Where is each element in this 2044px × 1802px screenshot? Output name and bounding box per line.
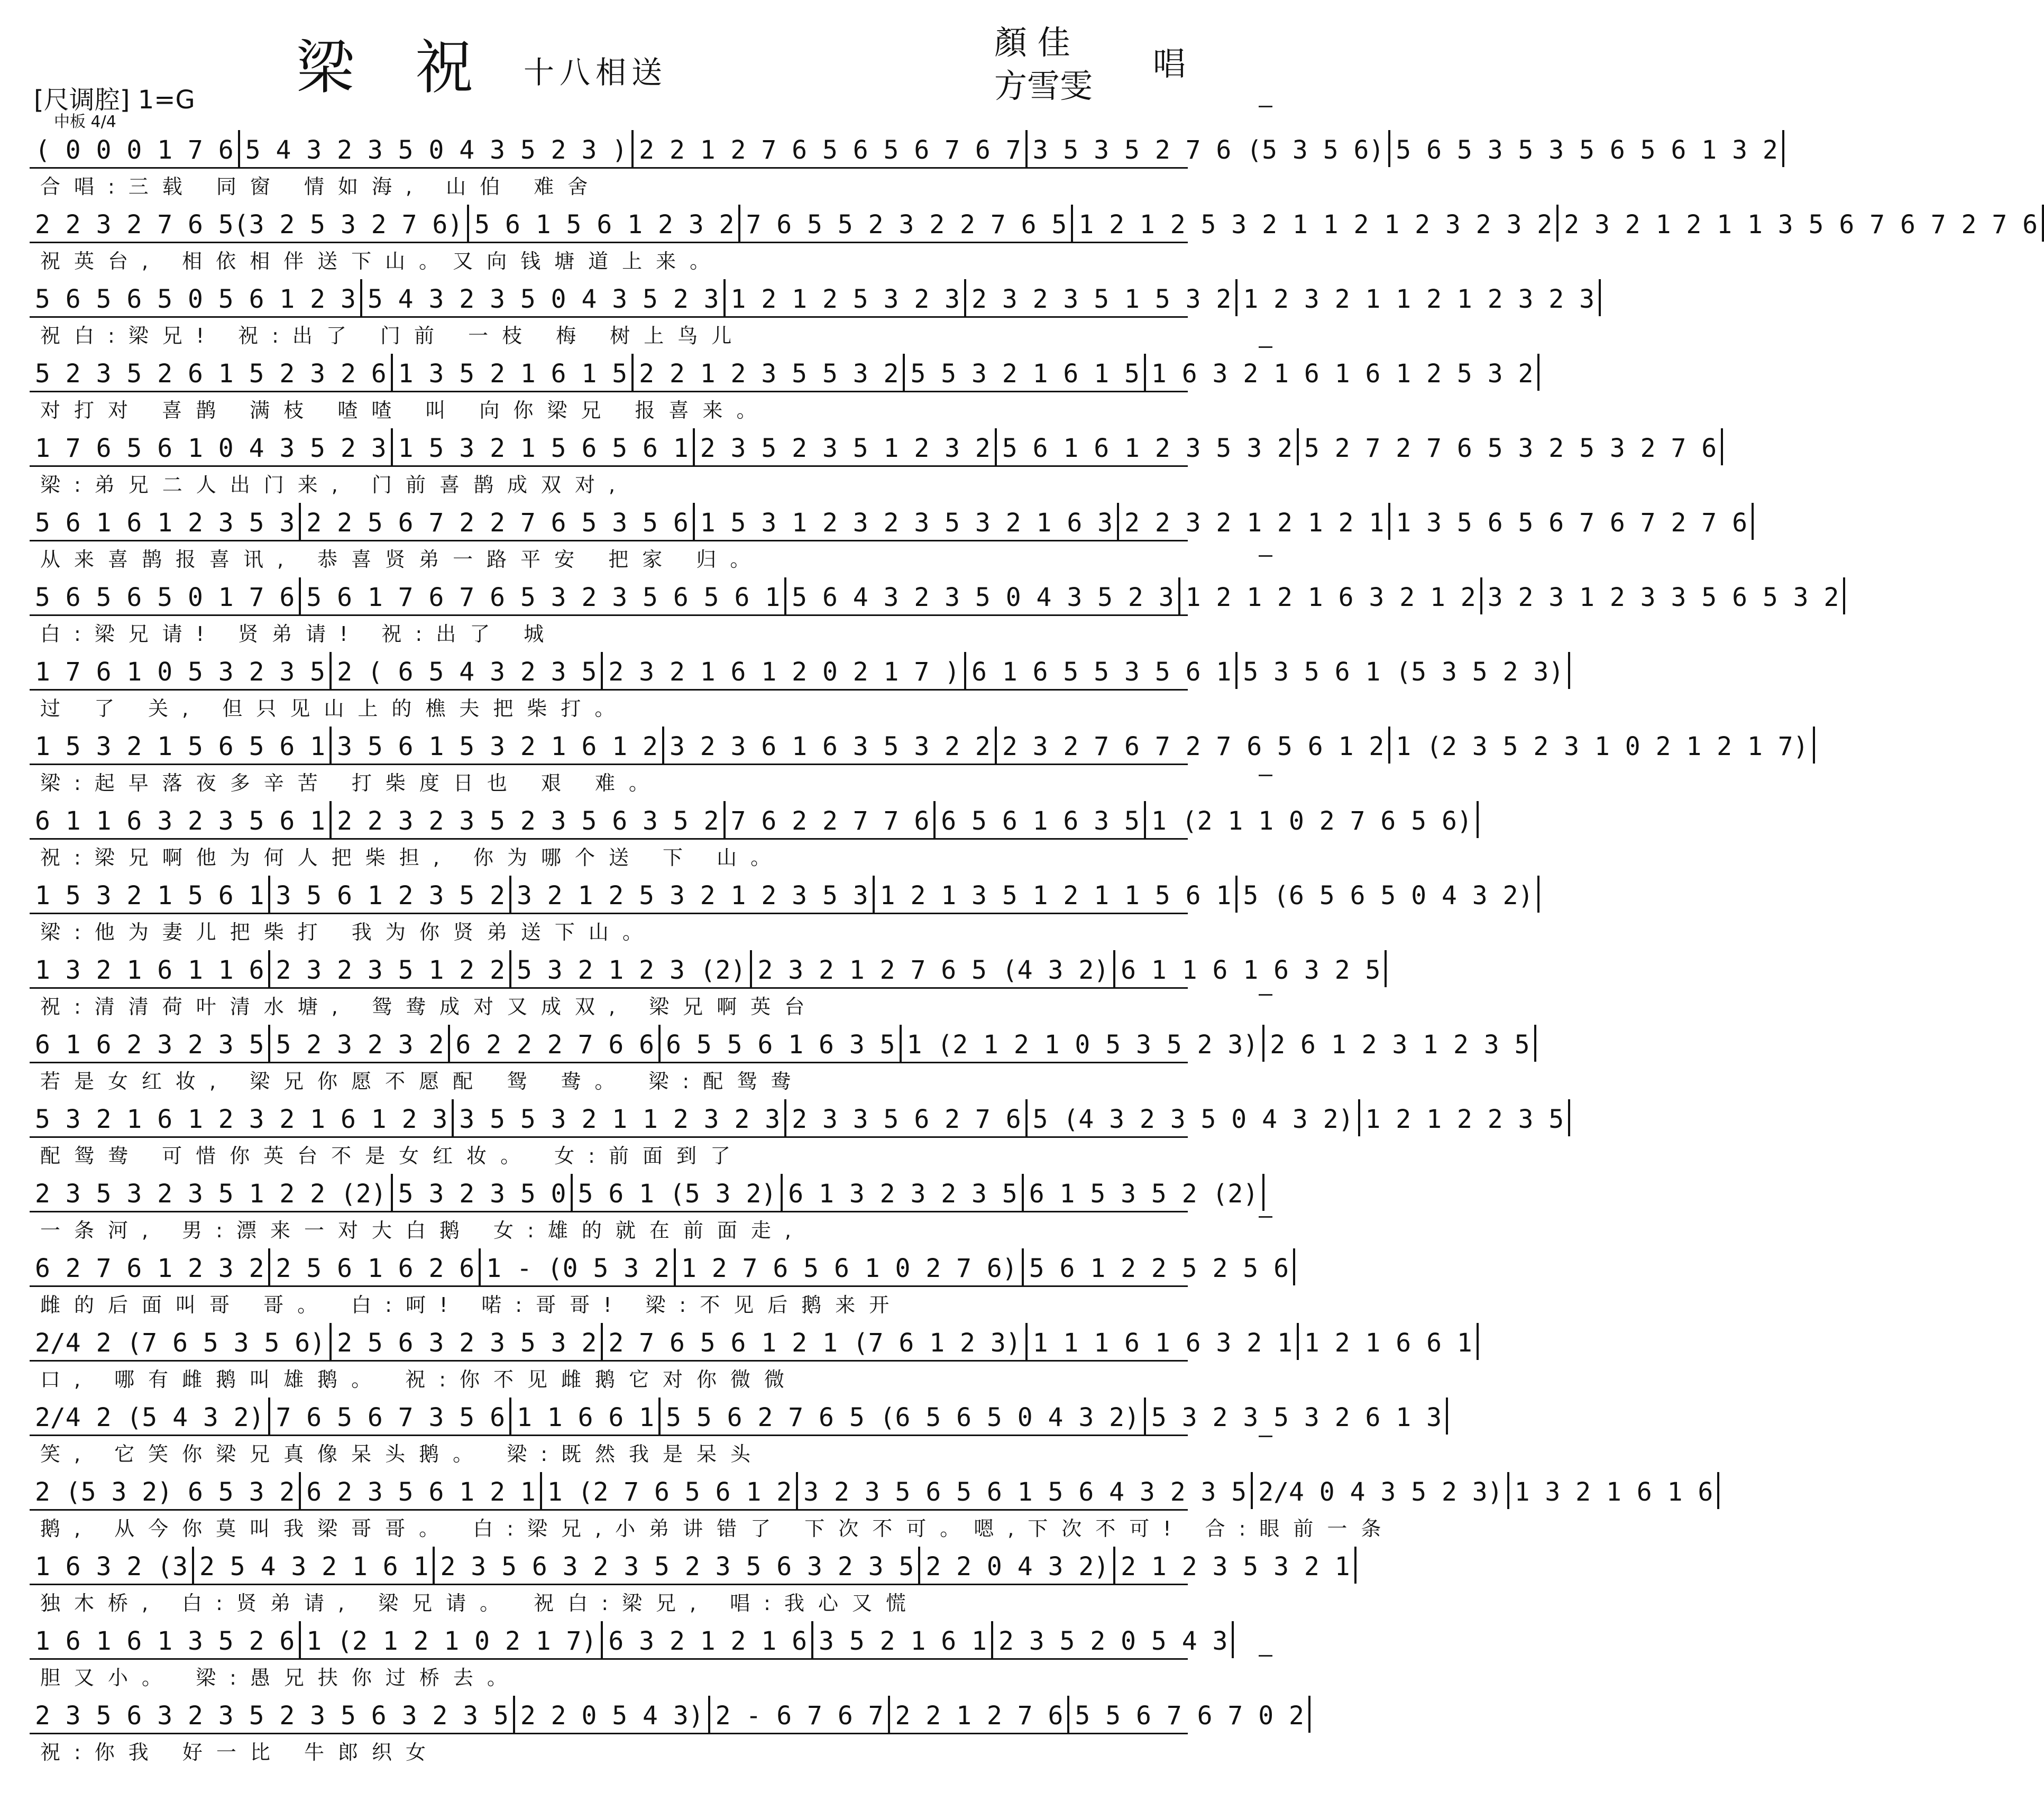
measure: 2 1 2 3 5 3 2 1	[1115, 1547, 1356, 1584]
score-system	[30, 1016, 1530, 1093]
score-system	[30, 122, 1778, 198]
measure: 1 (2 3 5 2 3 1 0 2 1 2 1 7)	[1390, 727, 1814, 764]
lyric-line: 从来喜鹊报喜讯, 恭喜贤弟一路平安 把家 归。	[40, 548, 764, 571]
score-system	[30, 942, 1381, 1018]
measure: 6 1 6 5 5 3 5 6 1	[966, 652, 1238, 689]
measure: 6 2 2 2 7 6 6	[450, 1025, 661, 1062]
measure: 3 2 1 2 5 3 2 1 2 3 5 3	[511, 876, 875, 913]
measure: 5 6 1 7 6 7 6 5 3 2 3 5 6 5 6 1	[301, 577, 786, 614]
measure: 1 3 2 1 6 1 1 6	[30, 950, 270, 987]
measure: 5 2 3 5 2 6 1 5 2 3 2 6	[30, 354, 393, 391]
measure: 3 5 5 3 2 1 1 2 3 2 3	[454, 1099, 786, 1136]
notes-row	[30, 1020, 1530, 1063]
margin-dash	[1259, 106, 1272, 107]
measure: 2 7 6 5 6 1 2 1 (7 6 1 2 3)	[603, 1323, 1027, 1360]
measure: 2 3 5 2 0 5 4 3	[993, 1621, 1234, 1658]
lyric-line: 祝:清清荷叶清水塘, 鸳鸯成对又成双, 梁兄啊英台	[40, 995, 819, 1018]
measure: 1 5 3 2 1 5 6 5 6 1	[30, 727, 332, 764]
measure: 5 3 2 3 5 3 2 6 1 3	[1146, 1398, 1448, 1435]
measure: 6 5 5 6 1 6 3 5	[661, 1025, 901, 1062]
measure: 5 5 6 7 6 7 0 2	[1069, 1696, 1310, 1733]
measure: 6 1 6 2 3 2 3 5	[30, 1025, 270, 1062]
score-system	[30, 867, 1534, 944]
measure: 5 5 6 2 7 6 5 (6 5 6 5 0 4 3 2)	[661, 1398, 1146, 1435]
notes-row	[30, 424, 1717, 467]
measure: 1 2 7 6 5 6 1 0 2 7 6)	[676, 1248, 1024, 1285]
measure: 2 5 4 3 2 1 6 1	[194, 1547, 435, 1584]
measure: 3 5 6 1 5 3 2 1 6 1 2	[332, 727, 664, 764]
margin-dash	[1259, 1436, 1272, 1437]
notes-row	[30, 648, 1564, 691]
lyric-line: 梁:他为妻儿把柴打 我为你贤弟送下山。	[40, 921, 656, 944]
score-systems	[30, 122, 2038, 1764]
measure: 3 2 3 1 2 3 3 5 6 5 3 2	[1482, 577, 1846, 614]
measure: 1 (2 7 6 5 6 1 2	[542, 1472, 798, 1509]
notes-row	[30, 573, 1839, 616]
score-system	[30, 569, 1839, 646]
measure: 1 3 5 2 1 6 1 5	[393, 354, 634, 391]
score-system	[30, 1389, 1442, 1466]
notes-row	[30, 1468, 1713, 1511]
song-subtitle: 十八相送	[524, 54, 668, 90]
measure: 6 2 3 5 6 1 2 1	[301, 1472, 542, 1509]
measure: 2 3 2 1 6 1 2 0 2 1 7 )	[603, 652, 966, 689]
measure: 2 2 5 6 7 2 2 7 6 5 3 5 6	[301, 503, 694, 540]
lyric-line: 过 了 关, 但只见山上的樵夫把柴打。	[40, 697, 629, 720]
measure: 2 3 2 1 2 1 1 3 5 6 7 6 7 2 7 6	[1559, 205, 2044, 242]
lyric-line: 梁:起早落夜多辛苦 打柴度日也 艰 难。	[40, 771, 663, 795]
measure: 2/4 2 (5 4 3 2)	[30, 1398, 270, 1435]
notes-row	[30, 350, 1534, 392]
score-system	[30, 1613, 1228, 1689]
measure: 2 3 5 3 2 3 5 1 2 2 (2)	[30, 1174, 393, 1211]
measure: 1 2 3 2 1 1 2 1 2 3 2 3	[1238, 279, 1601, 316]
notes-row	[30, 200, 2038, 243]
measure: 5 6 5 6 5 0 1 7 6	[30, 577, 301, 614]
singer-name-2: 方雪雯	[994, 67, 1093, 105]
lyric-line: 梁:弟兄二人出门来, 门前喜鹊成双对,	[40, 473, 629, 497]
measure: 2 3 2 3 5 1 2 2	[270, 950, 511, 987]
measure: 2 2 0 4 3 2)	[920, 1547, 1115, 1584]
lyric-line: 若是女红妆, 梁兄你愿不愿配 鸳 鸯。 梁:配鸳鸯	[40, 1070, 805, 1093]
measure: 1 5 3 2 1 5 6 1	[30, 876, 270, 913]
measure: 1 2 1 2 2 3 5	[1360, 1099, 1571, 1136]
score-system	[30, 1091, 1564, 1167]
measure: 6 1 3 2 3 2 3 5	[783, 1174, 1023, 1211]
margin-dash	[1259, 994, 1272, 996]
song-title: 梁 祝	[296, 34, 494, 102]
measure: 5 6 1 (5 3 2)	[573, 1174, 783, 1211]
lyric-line: 鹅, 从今你莫叫我梁哥哥。 白:梁兄,小弟讲错了 下次不可。嗯,下次不可! 合:眼前一条	[40, 1517, 1395, 1540]
measure: 1 6 3 2 (3	[30, 1547, 194, 1584]
score-system	[30, 1538, 1350, 1615]
measure: 1 2 1 2 1 6 3 2 1 2	[1180, 577, 1482, 614]
measure: 7 6 5 6 7 3 5 6	[270, 1398, 511, 1435]
lyric-line: 胆又小。 梁:愚兄扶你过桥去。	[40, 1666, 521, 1689]
measure: 2 6 1 2 3 1 2 3 5	[1264, 1025, 1536, 1062]
lyric-line: 祝白:梁兄! 祝:出了 门前 一枝 梅 树上鸟儿	[40, 324, 746, 347]
measure: 2 3 2 1 2 7 6 5 (4 3 2)	[752, 950, 1115, 987]
notes-row	[30, 1542, 1350, 1585]
measure: 6 5 6 1 6 3 5	[936, 801, 1146, 838]
measure: 2 3 5 2 3 5 1 2 3 2	[695, 428, 997, 465]
notes-row	[30, 1393, 1442, 1436]
measure: 3 5 2 1 6 1	[813, 1621, 993, 1658]
measure: 1 - (0 5 3 2	[481, 1248, 676, 1285]
tempo-marking: 中板 4/4	[54, 113, 116, 131]
measure: 7 6 5 5 2 3 2 2 7 6 5	[740, 205, 1073, 242]
notes-row	[30, 1244, 1289, 1287]
lyric-line: 对打对 喜鹊 满枝 喳喳 叫 向你梁兄 报喜来。	[40, 399, 771, 422]
notes-row	[30, 1691, 1304, 1734]
measure: 1 3 2 1 6 1 6	[1509, 1472, 1720, 1509]
measure: 2 5 6 1 6 2 6	[270, 1248, 481, 1285]
singer-name-1: 顏 佳	[994, 23, 1070, 62]
measure: 2 3 2 3 5 1 5 3 2	[966, 279, 1238, 316]
measure: 2 2 1 2 7 6 5 6 5 6 7 6 7	[634, 130, 1027, 167]
margin-dash	[1259, 555, 1272, 557]
measure: 5 (6 5 6 5 0 4 3 2)	[1238, 876, 1539, 913]
measure: 2 2 3 2 3 5 2 3 5 6 3 5 2	[332, 801, 725, 838]
measure: 3 2 3 6 1 6 3 5 3 2 2	[664, 727, 997, 764]
lyric-line: 一条河, 男:漂来一对大白鹅 女:雄的就在前面走,	[40, 1219, 805, 1242]
score-system	[30, 1464, 1713, 1540]
notes-row	[30, 499, 1747, 541]
score-system	[30, 1687, 1304, 1764]
measure: 5 3 2 1 2 3 (2)	[511, 950, 752, 987]
measure: 6 1 1 6 3 2 3 5 6 1	[30, 801, 332, 838]
measure: 1 2 1 2 5 3 2 3	[726, 279, 966, 316]
measure: 3 2 3 5 6 5 6 1 5 6 4 3 2 3 5	[798, 1472, 1253, 1509]
measure: 3 5 6 1 2 3 5 2	[270, 876, 511, 913]
notes-row	[30, 797, 1472, 840]
measure: 1 2 1 3 5 1 2 1 1 5 6 1	[875, 876, 1238, 913]
measure: 1 (2 1 2 1 0 5 3 5 2 3)	[902, 1025, 1265, 1062]
margin-dash	[1259, 1216, 1272, 1218]
measure: 1 6 3 2 1 6 1 6 1 2 5 3 2	[1146, 354, 1539, 391]
measure: 5 4 3 2 3 5 0 4 3 5 2 3 )	[240, 130, 634, 167]
measure: 3 5 3 5 2 7 6 (5 3 5 6)	[1028, 130, 1391, 167]
measure: 1 2 1 2 5 3 2 1 1 2 1 2 3 2 3 2	[1073, 205, 1559, 242]
notes-row	[30, 1617, 1228, 1660]
measure: 6 2 7 6 1 2 3 2	[30, 1248, 270, 1285]
measure: 2 2 1 2 3 5 5 3 2	[634, 354, 905, 391]
measure: ( 0 0 0 1 7 6	[30, 130, 240, 167]
score-system	[30, 420, 1717, 497]
score-system	[30, 345, 1534, 422]
lyric-line: 祝英台, 相依相伴送下山。又向钱塘道上来。	[40, 250, 724, 273]
score-system	[30, 1165, 1259, 1242]
notes-row	[30, 1319, 1472, 1362]
lyric-line: 配鸳鸯 可惜你英台不是女红妆。 女:前面到了	[40, 1144, 744, 1167]
score-system	[30, 1240, 1289, 1317]
score-system	[30, 718, 1809, 795]
margin-dash	[1259, 1655, 1272, 1657]
measure: 2 3 2 7 6 7 2 7 6 5 6 1 2	[997, 727, 1390, 764]
measure: 1 (2 1 2 1 0 2 1 7)	[301, 1621, 603, 1658]
notes-row	[30, 946, 1381, 989]
margin-dash	[1259, 346, 1272, 348]
score-system	[30, 643, 1564, 720]
score-system	[30, 494, 1747, 571]
singers-block	[994, 21, 1186, 108]
measure: 5 6 1 6 1 2 3 5 3	[30, 503, 301, 540]
measure: 2/4 2 (7 6 5 3 5 6)	[30, 1323, 332, 1360]
notes-row	[30, 126, 1778, 169]
margin-dash	[1259, 775, 1272, 776]
measure: 2 3 3 5 6 2 7 6	[786, 1099, 1027, 1136]
key-signature: [尺调腔] 1=G	[34, 85, 195, 115]
measure: 2 5 6 3 2 3 5 3 2	[332, 1323, 603, 1360]
measure: 2 2 3 2 1 2 1 2 1	[1119, 503, 1390, 540]
lyric-line: 口, 哪有雌鹅叫雄鹅。 祝:你不见雌鹅它对你微微	[40, 1368, 799, 1391]
measure: 2 2 0 5 4 3)	[515, 1696, 710, 1733]
measure: 5 6 1 5 6 1 2 3 2	[469, 205, 740, 242]
measure: 5 6 4 3 2 3 5 0 4 3 5 2 3	[786, 577, 1180, 614]
notes-row	[30, 871, 1534, 914]
measure: 2 (5 3 2) 6 5 3 2	[30, 1472, 301, 1509]
notes-row	[30, 1095, 1564, 1138]
measure: 6 3 2 1 2 1 6	[603, 1621, 813, 1658]
measure: 6 1 5 3 5 2 (2)	[1024, 1174, 1264, 1211]
measure: 5 6 1 6 1 2 3 5 3 2	[997, 428, 1299, 465]
score-system	[30, 271, 1594, 347]
lyric-line: 祝:梁兄啊他为何人把柴担, 你为哪个送 下 山。	[40, 846, 785, 869]
notes-row	[30, 722, 1809, 765]
measure: 2 3 5 6 3 2 3 5 2 3 5 6 3 2 3 5	[30, 1696, 515, 1733]
lyric-line: 笑, 它笑你梁兄真像呆头鹅。 梁:既然我是呆头	[40, 1442, 765, 1466]
measure: 1 3 5 6 5 6 7 6 7 2 7 6	[1390, 503, 1754, 540]
lyric-line: 独木桥, 白:贤弟请, 梁兄请。 祝白:梁兄, 唱:我心又慌	[40, 1592, 920, 1615]
lyric-line: 白:梁兄请! 贤弟请! 祝:出了 城	[40, 622, 558, 646]
score-system	[30, 793, 1472, 869]
measure: 5 4 3 2 3 5 0 4 3 5 2 3	[362, 279, 726, 316]
measure: 1 6 1 6 1 3 5 2 6	[30, 1621, 301, 1658]
measure: 5 2 3 2 3 2	[270, 1025, 450, 1062]
lyric-line: 雌的后面叫哥 哥。 白:呵! 喏:哥哥! 梁:不见后鹅来开	[40, 1293, 903, 1317]
measure: 5 3 2 1 6 1 2 3 2 1 6 1 2 3	[30, 1099, 454, 1136]
measure: 7 6 2 2 7 7 6	[726, 801, 936, 838]
notes-row	[30, 1170, 1259, 1212]
measure: 5 (4 3 2 3 5 0 4 3 2)	[1028, 1099, 1360, 1136]
score-system	[30, 1314, 1472, 1391]
measure: 1 7 6 1 0 5 3 2 3 5	[30, 652, 332, 689]
measure: 5 6 5 3 5 3 5 6 5 6 1 3 2	[1390, 130, 1784, 167]
measure: 5 3 2 3 5 0	[393, 1174, 573, 1211]
measure: 2 2 3 2 7 6 5(3 2 5 3 2 7 6)	[30, 205, 469, 242]
measure: 1 1 1 6 1 6 3 2 1	[1028, 1323, 1299, 1360]
measure: 1 5 3 2 1 5 6 5 6 1	[393, 428, 695, 465]
score-system	[30, 196, 2038, 273]
measure: 5 2 7 2 7 6 5 3 2 5 3 2 7 6	[1299, 428, 1723, 465]
lyric-line: 祝:你我 好一比 牛郎织女	[40, 1741, 439, 1764]
measure: 2 2 1 2 7 6	[890, 1696, 1070, 1733]
measure: 1 2 1 6 6 1	[1299, 1323, 1479, 1360]
measure: 1 5 3 1 2 3 2 3 5 3 2 1 6 3	[695, 503, 1119, 540]
measure: 6 1 1 6 1 6 3 2 5	[1115, 950, 1387, 987]
lyric-line: 合唱:三载 同窗 情如海, 山伯 难舍	[40, 175, 602, 198]
measure: 1 1 6 6 1	[511, 1398, 661, 1435]
measure: 2/4 0 4 3 5 2 3)	[1253, 1472, 1509, 1509]
measure: 5 6 5 6 5 0 5 6 1 2 3	[30, 279, 362, 316]
measure: 2 ( 6 5 4 3 2 3 5	[332, 652, 603, 689]
measure: 1 7 6 5 6 1 0 4 3 5 2 3	[30, 428, 393, 465]
measure: 5 3 5 6 1 (5 3 5 2 3)	[1238, 652, 1570, 689]
measure: 5 5 3 2 1 6 1 5	[905, 354, 1145, 391]
measure: 2 3 5 6 3 2 3 5 2 3 5 6 3 2 3 5	[435, 1547, 920, 1584]
margin-marks	[1259, 0, 1275, 1802]
measure: 2 - 6 7 6 7	[710, 1696, 890, 1733]
sing-word: 唱	[1153, 44, 1186, 83]
notes-row	[30, 275, 1594, 318]
measure: 1 (2 1 1 0 2 7 6 5 6)	[1146, 801, 1479, 838]
measure: 5 6 1 2 2 5 2 5 6	[1024, 1248, 1295, 1285]
